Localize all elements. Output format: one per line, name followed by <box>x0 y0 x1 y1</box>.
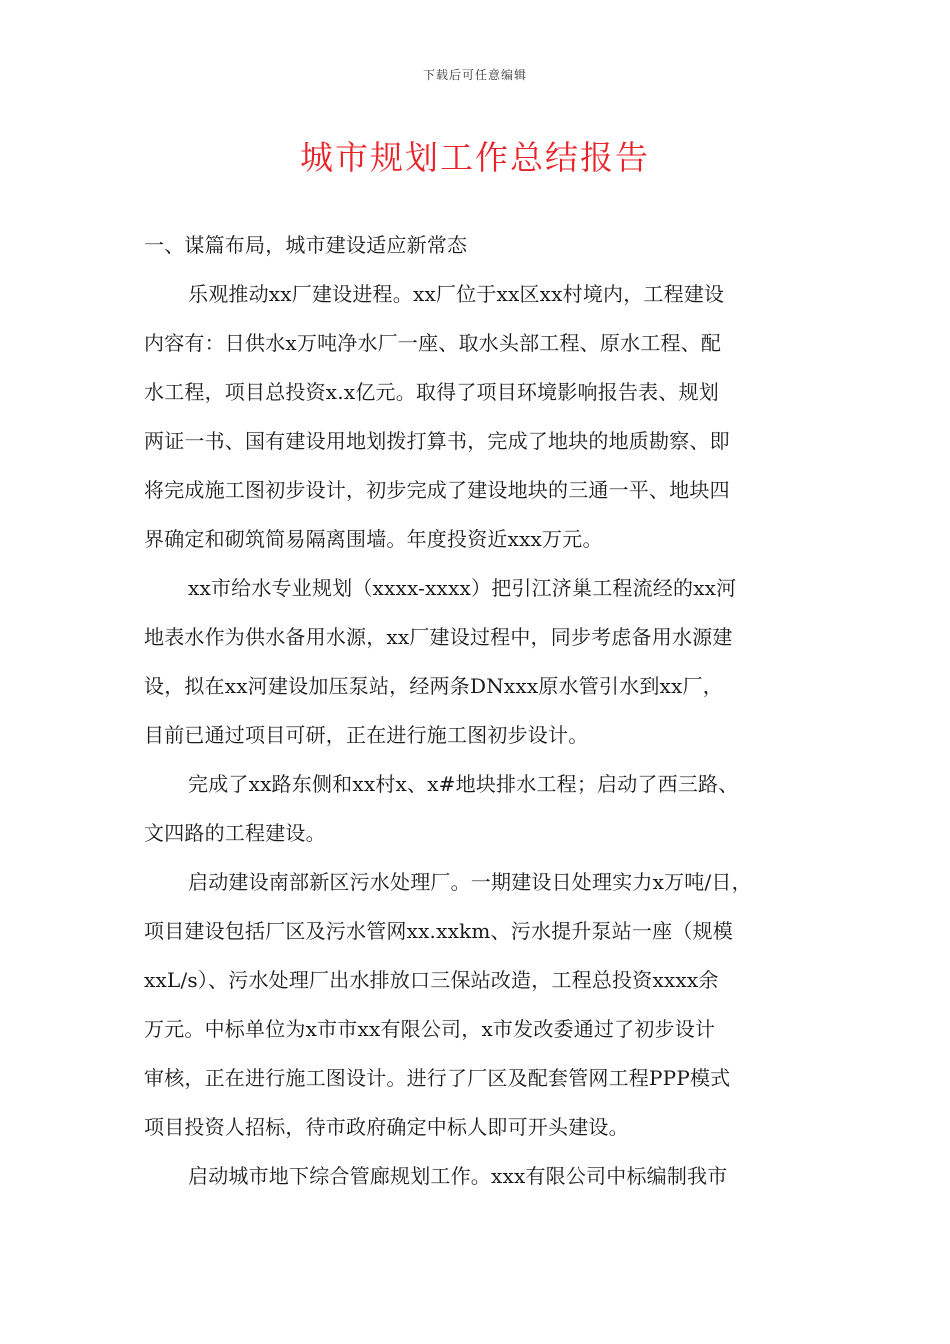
text-line: 启动建设南部新区污水处理厂。一期建设日处理实力x万吨/日， <box>188 870 752 894</box>
text-line: 万元。中标单位为x市市xx有限公司，x市发改委通过了初步设计 <box>144 1017 716 1041</box>
text-line: xxL/s）、污水处理厂出水排放口三保站改造，工程总投资xxxx余 <box>144 968 719 992</box>
header-note: 下载后可任意编辑 <box>422 68 527 82</box>
text-line: 乐观推动xx厂建设进程。xx厂位于xx区xx村境内，工程建设 <box>188 282 725 306</box>
text-line: 水工程，项目总投资x.x亿元。取得了项目环境影响报告表、规划 <box>144 380 719 404</box>
text-line: 地表水作为供水备用水源，xx厂建设过程中，同步考虑备用水源建 <box>144 625 733 649</box>
text-line: 设，拟在xx河建设加压泵站，经两条DNxxx原水管引水到xx厂， <box>144 674 723 698</box>
text-line: 将完成施工图初步设计，初步完成了建设地块的三通一平、地块四 <box>144 478 730 502</box>
text-line: 界确定和砌筑简易隔离围墙。年度投资近xxx万元。 <box>144 527 603 551</box>
text-line: 文四路的工程建设。 <box>144 821 326 845</box>
text-line: 启动城市地下综合管廊规划工作。xxx有限公司中标编制我市 <box>188 1164 728 1188</box>
text-line: xx市给水专业规划（xxxx-xxxx）把引江济巢工程流经的xx河 <box>188 576 737 600</box>
text-line: 目前已通过项目可研，正在进行施工图初步设计。 <box>144 723 589 747</box>
text-line: 一、谋篇布局，城市建设适应新常态 <box>144 233 468 257</box>
text-line: 两证一书、国有建设用地划拨打算书，完成了地块的地质勘察、即 <box>144 429 730 453</box>
text-line: 完成了xx路东侧和xx村x、x#地块排水工程；启动了西三路、 <box>188 772 739 796</box>
text-line: 项目建设包括厂区及污水管网xx.xxkm、污水提升泵站一座（规模 <box>144 919 733 943</box>
document-title: 城市规划工作总结报告 <box>300 138 650 177</box>
text-line: 项目投资人招标，待市政府确定中标人即可开头建设。 <box>144 1115 629 1139</box>
document-body <box>144 221 814 1201</box>
text-line: 审核，正在进行施工图设计。进行了厂区及配套管网工程PPP模式 <box>144 1066 731 1090</box>
text-line: 内容有：日供水x万吨净水厂一座、取水头部工程、原水工程、配 <box>144 331 722 355</box>
